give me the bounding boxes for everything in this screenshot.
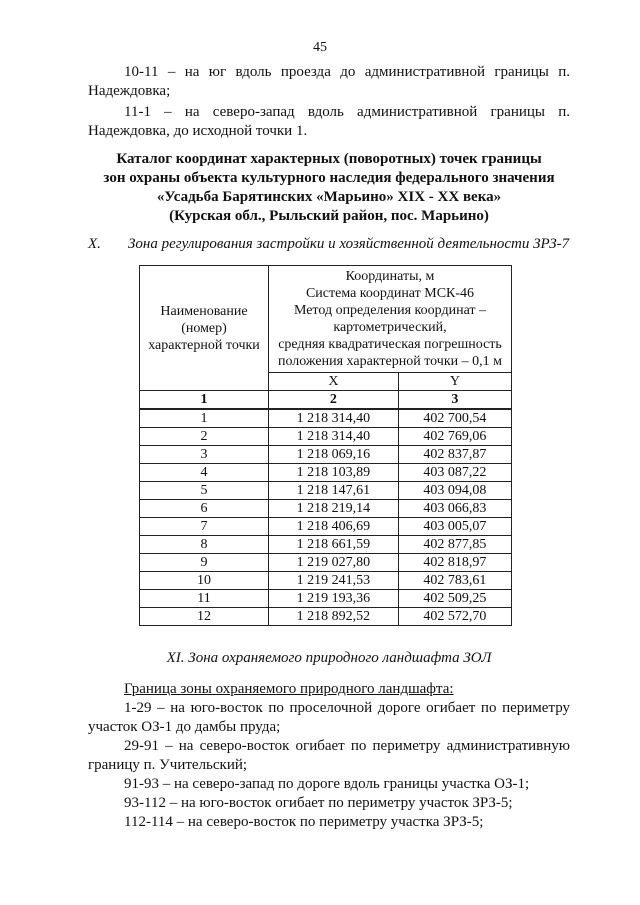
x-coordinate-cell: 1 218 314,40	[269, 409, 399, 428]
boundary-item: 93-112 – на юго-восток огибает по периметру участок ЗРЗ-5;	[124, 795, 513, 811]
table-row	[140, 464, 512, 482]
x-coordinate-cell: 1 218 314,40	[269, 428, 399, 446]
point-number-cell: 10	[140, 572, 269, 590]
x-coordinate-cell: 1 218 103,89	[269, 464, 399, 482]
intro-line-2: 11-1 – на северо-запад вдоль административной границы п. Надеждовка, до исходной точки 1.	[88, 104, 570, 139]
y-coordinate-cell: 402 783,61	[398, 572, 511, 590]
x-coordinate-cell: 1 218 661,59	[269, 536, 399, 554]
boundary-heading: Граница зоны охраняемого природного ландшафта:	[124, 681, 454, 697]
y-coordinate-cell: 403 005,07	[398, 518, 511, 536]
coordinates-header	[269, 266, 512, 373]
point-number-cell: 3	[140, 446, 269, 464]
column-number-2: 2	[269, 391, 399, 410]
point-number-cell: 9	[140, 554, 269, 572]
table-row	[140, 554, 512, 572]
coordinates-header-line-3: Метод определения координат –	[293, 303, 487, 318]
point-number-cell: 1	[140, 409, 269, 428]
table-row	[140, 536, 512, 554]
intro-paragraph-1	[88, 63, 570, 101]
point-number-cell: 8	[140, 536, 269, 554]
table-row	[140, 428, 512, 446]
boundary-item: 91-93 – на северо-запад по дороге вдоль границы участка ОЗ-1;	[124, 776, 530, 792]
table-row	[140, 446, 512, 464]
x-coordinate-cell: 1 219 027,80	[269, 554, 399, 572]
coordinates-header-line-2: Система координат МСК-46	[305, 286, 475, 301]
zone-x-heading	[88, 236, 570, 253]
y-coordinate-cell: 402 837,87	[398, 446, 511, 464]
coordinates-table	[139, 265, 512, 626]
intro-line-1: 10-11 – на юг вдоль проезда до административной границы п. Надеждовка;	[88, 64, 570, 99]
coordinates-header-line-1: Координаты, м	[345, 269, 435, 284]
coordinates-header-line-6: положения характерной точки – 0,1 м	[277, 354, 502, 369]
point-number-cell: 5	[140, 482, 269, 500]
table-row	[140, 500, 512, 518]
coordinates-header-line-5: средняя квадратическая погрешность	[278, 337, 502, 352]
x-column-header: X	[269, 373, 399, 391]
table-row	[140, 572, 512, 590]
table-row	[140, 409, 512, 428]
y-column-header: Y	[398, 373, 511, 391]
y-coordinate-cell: 402 818,97	[398, 554, 511, 572]
point-name-header: Наименование (номер) характерной точки	[140, 266, 269, 391]
x-coordinate-cell: 1 218 892,52	[269, 608, 399, 626]
catalog-title-line-2: зон охраны объекта культурного наследия федерального значения	[103, 170, 555, 186]
y-coordinate-cell: 403 094,08	[398, 482, 511, 500]
coordinates-header-line-4: картометрический,	[333, 320, 447, 335]
boundary-item: 29-91 – на северо-восток огибает по периметру административную границу п. Учительский;	[88, 738, 570, 773]
y-coordinate-cell: 402 509,25	[398, 590, 511, 608]
y-coordinate-cell: 403 087,22	[398, 464, 511, 482]
table-row	[140, 482, 512, 500]
intro-paragraph-2	[88, 103, 570, 141]
column-number-1: 1	[140, 391, 269, 410]
point-number-cell: 2	[140, 428, 269, 446]
table-row	[140, 608, 512, 626]
y-coordinate-cell: 402 769,06	[398, 428, 511, 446]
y-coordinate-cell: 402 877,85	[398, 536, 511, 554]
y-coordinate-cell: 402 572,70	[398, 608, 511, 626]
x-coordinate-cell: 1 219 193,36	[269, 590, 399, 608]
boundary-item: 1-29 – на юго-восток по проселочной дороге огибает по периметру участок ОЗ-1 до дамбы пруда;	[88, 700, 570, 735]
x-coordinate-cell: 1 218 147,61	[269, 482, 399, 500]
catalog-title-line-1: Каталог координат характерных (поворотных) точек границы	[116, 151, 542, 167]
coordinates-table-body	[140, 409, 512, 626]
point-number-cell: 4	[140, 464, 269, 482]
zone-x-number: X.	[88, 236, 101, 252]
y-coordinate-cell: 403 066,83	[398, 500, 511, 518]
y-coordinate-cell: 402 700,54	[398, 409, 511, 428]
x-coordinate-cell: 1 218 069,16	[269, 446, 399, 464]
catalog-title	[88, 150, 570, 226]
column-number-3: 3	[398, 391, 511, 410]
catalog-title-line-3: «Усадьба Барятинских «Марьино» XIX - XX века»	[156, 189, 502, 205]
zone-x-title: Зона регулирования застройки и хозяйственной деятельности ЗРЗ-7	[128, 236, 570, 252]
table-row	[140, 590, 512, 608]
table-row	[140, 518, 512, 536]
page-number: 45	[313, 40, 327, 55]
boundary-section	[88, 680, 570, 832]
point-number-cell: 6	[140, 500, 269, 518]
x-coordinate-cell: 1 218 219,14	[269, 500, 399, 518]
catalog-title-line-4: (Курская обл., Рыльский район, пос. Марьино)	[169, 208, 489, 224]
zone-xi-heading: XI. Зона охраняемого природного ландшафта ЗОЛ	[166, 650, 492, 666]
x-coordinate-cell: 1 219 241,53	[269, 572, 399, 590]
point-number-cell: 11	[140, 590, 269, 608]
point-number-cell: 7	[140, 518, 269, 536]
x-coordinate-cell: 1 218 406,69	[269, 518, 399, 536]
boundary-item: 112-114 – на северо-восток по периметру участка ЗРЗ-5;	[124, 814, 484, 830]
point-number-cell: 12	[140, 608, 269, 626]
